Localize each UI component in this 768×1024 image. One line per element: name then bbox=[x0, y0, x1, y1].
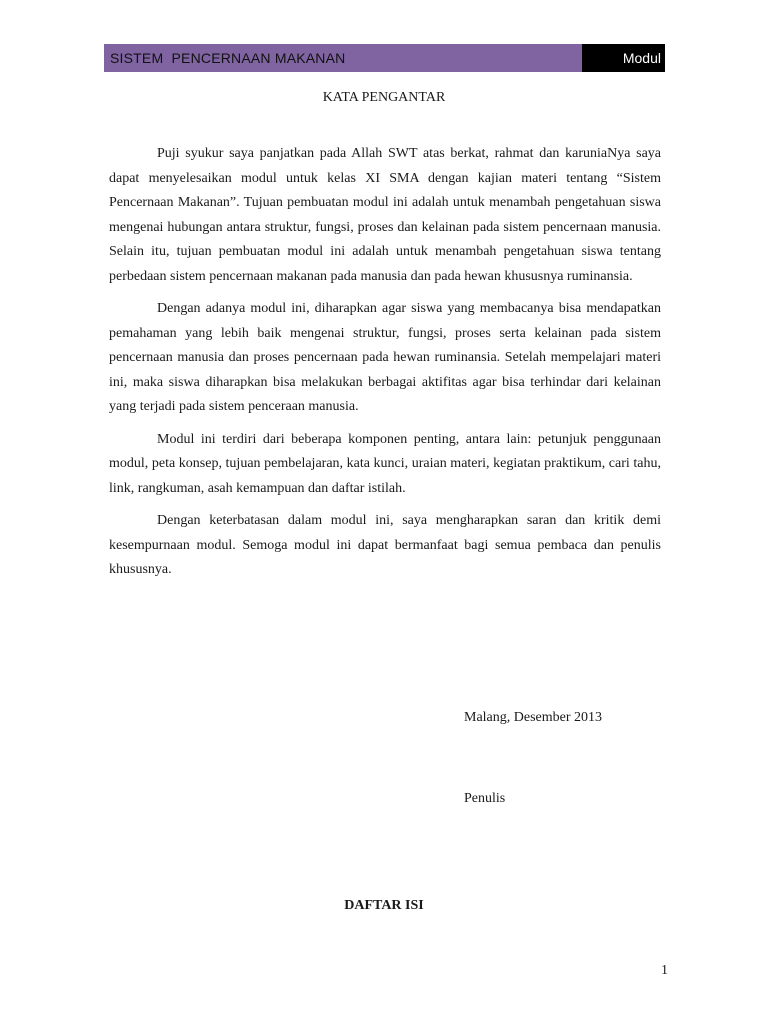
header-title: SISTEM PENCERNAAN MAKANAN bbox=[104, 44, 582, 72]
page-number: 1 bbox=[661, 963, 668, 978]
header-label: Modul bbox=[582, 44, 665, 72]
paragraph-2: Dengan adanya modul ini, diharapkan agar siswa yang membacanya bisa mendapatkan pemahaman yang lebih baik mengenai struktur, fungsi, proses serta kelainan pada sistem pencernaan manusia dan proses pencernaan pada hewan ruminansia. Setelah mempelajari materi ini, maka siswa diharapkan bisa melakukan berbagai aktifitas agar bisa terhindar dari kelainan yang terjadi pada sistem penceraan manusia. bbox=[109, 301, 661, 414]
paragraph-3: Modul ini terdiri dari beberapa komponen penting, antara lain: petunjuk penggunaan modul, peta konsep, tujuan pembelajaran, kata kunci, uraian materi, kegiatan praktikum, cari tahu, link, rangkuman, asah kemampuan dan daftar istilah. bbox=[109, 431, 661, 496]
running-header bbox=[104, 44, 665, 72]
paragraph-1: Puji syukur saya panjatkan pada Allah SWT atas berkat, rahmat dan karuniaNya saya dapat menyelesaikan modul untuk kelas XI SMA dengan kajian materi tentang “Sistem Pencernaan Makanan”. Tujuan pembuatan modul ini adalah untuk menambah pengetahuan siswa mengenai hubungan antara struktur, fungsi, proses dan kelainan pada sistem pencernaan manusia. Selain itu, tujuan pembuatan modul ini adalah untuk menambah pengetahuan siswa tentang perbedaan sistem pencernaan makanan pada manusia dan pada hewan khususnya ruminansia. bbox=[109, 146, 661, 284]
paragraph-4: Dengan keterbatasan dalam modul ini, saya mengharapkan saran dan kritik demi kesempurnaan modul. Semoga modul ini dapat bermanfaat bagi semua pembaca dan penulis khususnya. bbox=[109, 513, 661, 577]
signature-place-date: Malang, Desember 2013 bbox=[464, 710, 603, 725]
toc-heading: DAFTAR ISI bbox=[344, 898, 424, 913]
body-text bbox=[109, 142, 661, 591]
page-title: KATA PENGANTAR bbox=[322, 90, 446, 105]
signature-author: Penulis bbox=[464, 791, 506, 806]
